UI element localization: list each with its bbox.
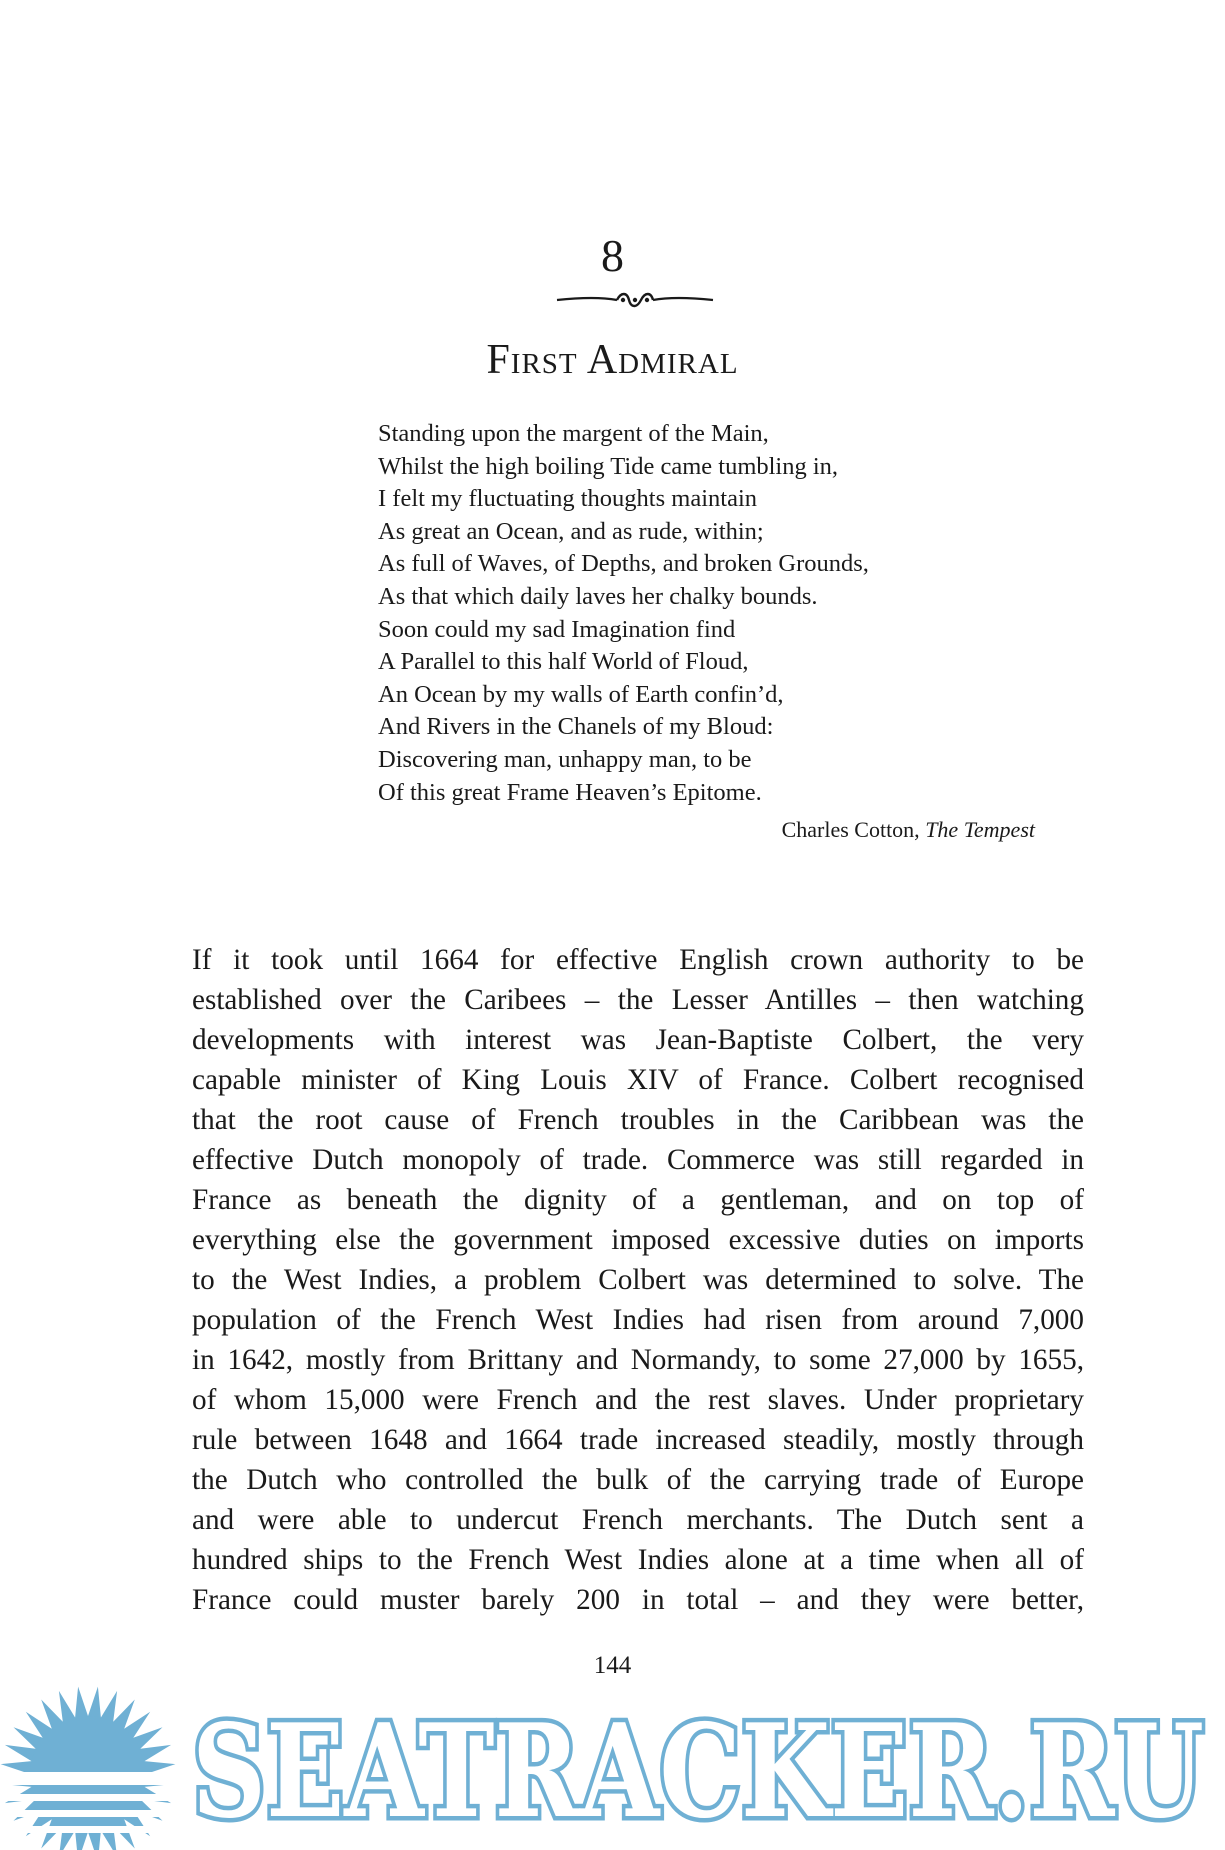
body-line: established over the Caribees – the Lesser Antilles – then watching xyxy=(192,984,1084,1016)
body-line: and were able to undercut French merchants. The Dutch sent a xyxy=(192,1504,1084,1536)
sea-band xyxy=(0,1810,180,1817)
body-line: of whom 15,000 were French and the rest slaves. Under proprietary xyxy=(192,1384,1084,1416)
page-number: 144 xyxy=(593,1652,632,1679)
sea-band xyxy=(0,1794,180,1801)
chapter-ornament-icon xyxy=(555,286,715,314)
body-line: effective Dutch monopoly of trade. Commerce was still regarded in xyxy=(192,1144,1084,1176)
body-line: population of the French West Indies had risen from around 7,000 xyxy=(192,1304,1084,1336)
epigraph-line: Of this great Frame Heaven’s Epitome. xyxy=(378,778,762,806)
body-line: France could muster barely 200 in total – and they were better, xyxy=(192,1584,1084,1616)
epigraph-line: I felt my fluctuating thoughts maintain xyxy=(378,485,757,513)
body-line: developments with interest was Jean-Baptiste Colbert, the very xyxy=(192,1024,1084,1056)
body-line: that the root cause of French troubles in the Caribbean was the xyxy=(192,1104,1084,1136)
body-text xyxy=(192,940,1084,1620)
watermark xyxy=(0,1668,1225,1850)
epigraph-line: Discovering man, unhappy man, to be xyxy=(378,745,752,773)
epigraph-line: Standing upon the margent of the Main, xyxy=(378,420,769,447)
body-line: the Dutch who controlled the bulk of the carrying trade of Europe xyxy=(192,1464,1084,1496)
body-line: hundred ships to the French West Indies alone at a time when all of xyxy=(192,1544,1084,1576)
epigraph-work: The Tempest xyxy=(925,817,1035,842)
horizon-line xyxy=(0,1772,180,1778)
epigraph-line: As that which daily laves her chalky bounds. xyxy=(378,582,818,610)
epigraph-line: And Rivers in the Chanels of my Bloud: xyxy=(378,713,774,741)
body-line: France as beneath the dignity of a gentleman, and on top of xyxy=(192,1184,1084,1216)
epigraph-line: Whilst the high boiling Tide came tumbling in, xyxy=(378,452,839,480)
epigraph-line: An Ocean by my walls of Earth confin’d, xyxy=(378,680,784,708)
epigraph-line: As full of Waves, of Depths, and broken Grounds, xyxy=(378,550,869,578)
epigraph-attribution xyxy=(600,815,1035,845)
sun-over-sea-icon xyxy=(0,1687,180,1850)
chapter-title: First Admiral xyxy=(486,337,739,383)
body-line: capable minister of King Louis XIV of France. Colbert recognised xyxy=(192,1064,1084,1096)
body-line: If it took until 1664 for effective English crown authority to be xyxy=(192,944,1084,976)
watermark-text: SEATRACKER.RU xyxy=(192,1697,1204,1847)
epigraph-line: A Parallel to this half World of Floud, xyxy=(378,648,749,676)
epigraph-line: Soon could my sad Imagination find xyxy=(378,615,736,643)
epigraph-author: Charles Cotton, xyxy=(781,817,920,842)
body-line: to the West Indies, a problem Colbert was determined to solve. The xyxy=(192,1264,1084,1296)
body-line: everything else the government imposed excessive duties on imports xyxy=(192,1224,1084,1256)
body-line: rule between 1648 and 1664 trade increased steadily, mostly through xyxy=(192,1424,1084,1456)
sea-band xyxy=(0,1826,180,1833)
chapter-number: 8 xyxy=(601,230,624,281)
sea-band xyxy=(0,1778,180,1785)
body-line: in 1642, mostly from Brittany and Normandy, to some 27,000 by 1655, xyxy=(192,1344,1084,1376)
epigraph-line: As great an Ocean, and as rude, within; xyxy=(378,517,764,545)
epigraph xyxy=(378,418,1038,809)
